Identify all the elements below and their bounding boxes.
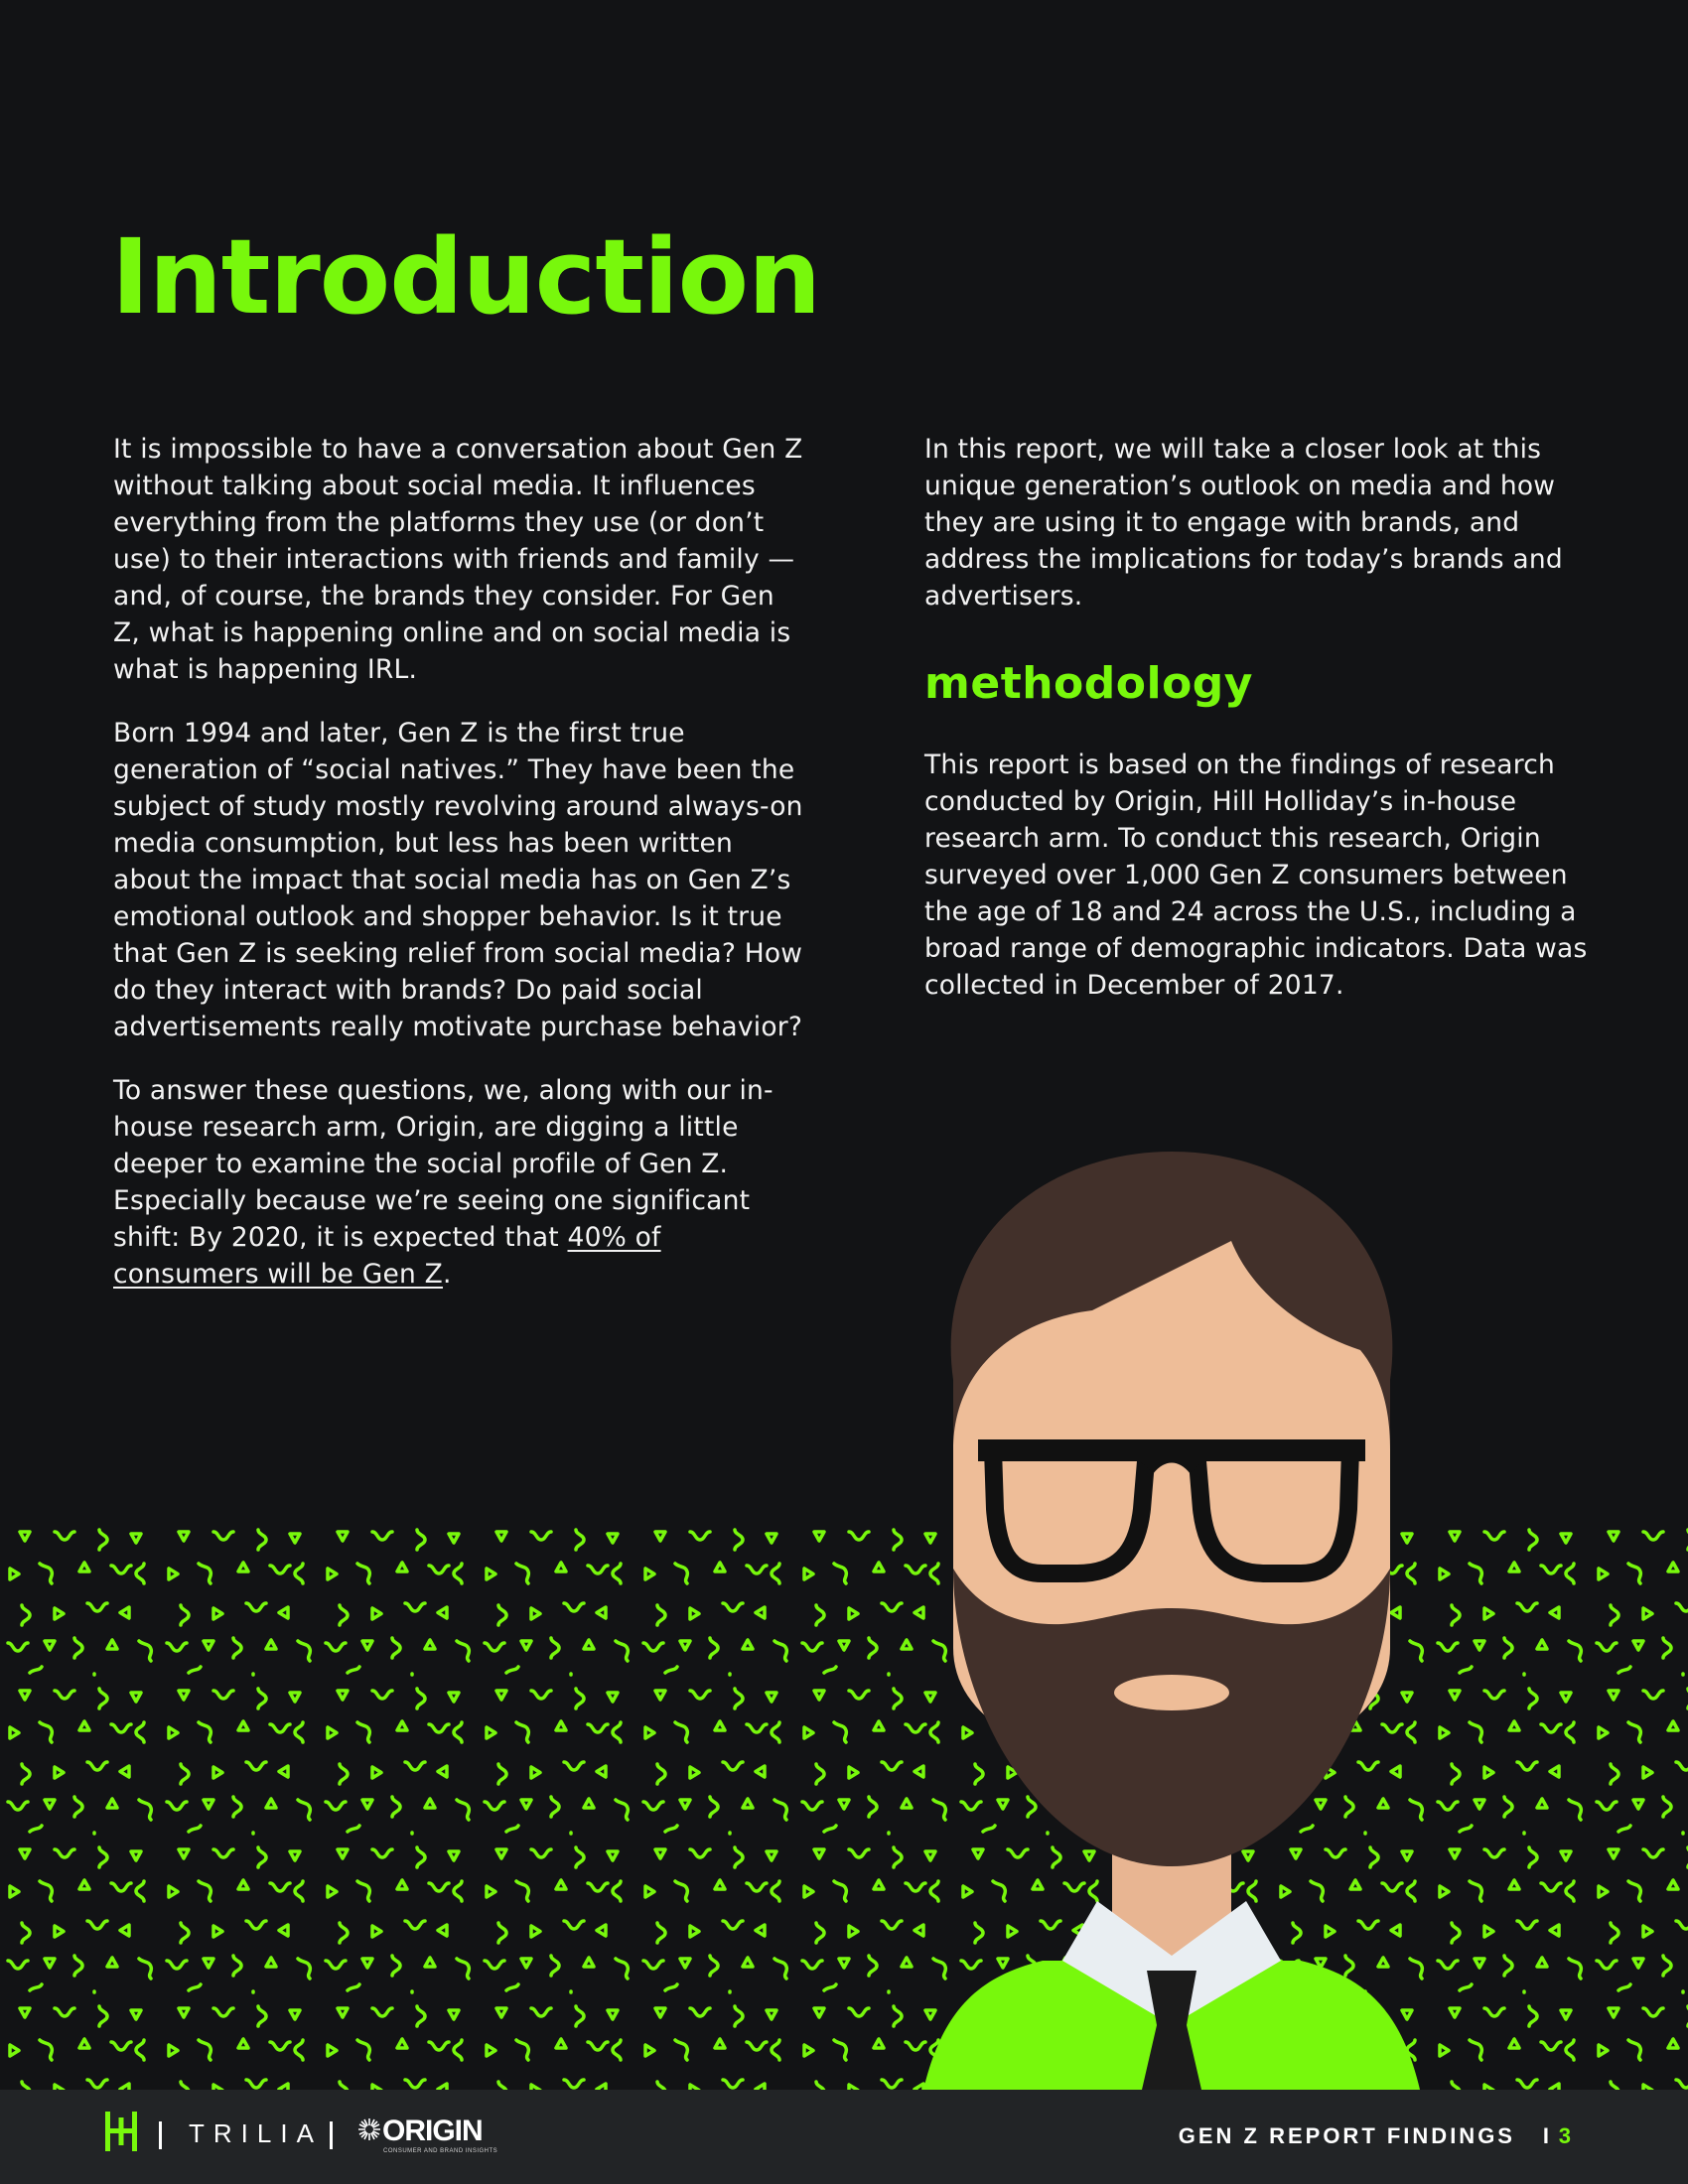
- sunburst-icon: [357, 2117, 381, 2141]
- footer-divider: [159, 2121, 162, 2149]
- page-number-separator: I: [1542, 2123, 1549, 2148]
- gen-z-consumers-link[interactable]: 40% of consumers will be Gen Z: [113, 1222, 661, 1290]
- origin-logo-subtitle: CONSUMER AND BRAND INSIGHTS: [383, 2148, 498, 2154]
- page-title: Introduction: [111, 216, 821, 338]
- report-overview-paragraph: In this report, we will take a closer look at this unique generation’s outlook on media and how they are using it to engage with brands, and address the implications for today’s brands and advertisers.: [924, 434, 1563, 612]
- trilia-logo-text: TRILIA: [189, 2118, 323, 2148]
- page-number: 3: [1558, 2123, 1571, 2148]
- footer-divider: [330, 2121, 333, 2149]
- intro-paragraph-3-end: .: [442, 1259, 452, 1290]
- intro-paragraph-1: It is impossible to have a conversation about Gen Z without talking about social media. It influences everything from the platforms they use (or don’t use) to their interactions with friends and family — and, of course, the brands they consider. For Gen Z, what is happening online and on social media is what is happening IRL.: [113, 434, 803, 685]
- intro-paragraph-3-text: To answer these questions, we, along with our in-house research arm, Origin, are digging a little deeper to examine the social profile of Gen Z. Especially because we’re seeing one significant shift: By 2020, it is expected that: [113, 1075, 774, 1253]
- methodology-paragraph: This report is based on the findings of research conducted by Origin, Hill Holliday’s in-house research arm. To conduct this research, Origin surveyed over 1,000 Gen Z consumers between the age of 18 and 24 across the U.S., including a broad range of demographic indicators. Data was collected in December of 2017.: [924, 750, 1588, 1001]
- page-footer: [0, 2090, 1688, 2184]
- origin-logo-text: ORIGIN: [382, 2115, 483, 2147]
- report-title: GEN Z REPORT FINDINGS: [1178, 2123, 1515, 2148]
- hh-monogram-icon: [105, 2112, 137, 2151]
- intro-paragraph-3: [113, 1072, 808, 1293]
- bearded-man-illustration: [894, 1152, 1450, 2090]
- intro-paragraph-2: Born 1994 and later, Gen Z is the first true generation of “social natives.” They have been the subject of study mostly revolving around always-on media consumption, but less has been written about the impact that social media has on Gen Z’s emotional outlook and shopper behavior. Is it true that Gen Z is seeking relief from social media? How do they interact with brands? Do paid social advertisements really motivate purchase behavior?: [113, 718, 803, 1042]
- methodology-heading: methodology: [924, 658, 1253, 709]
- right-column: [924, 431, 1610, 1030]
- left-column: [113, 431, 808, 1319]
